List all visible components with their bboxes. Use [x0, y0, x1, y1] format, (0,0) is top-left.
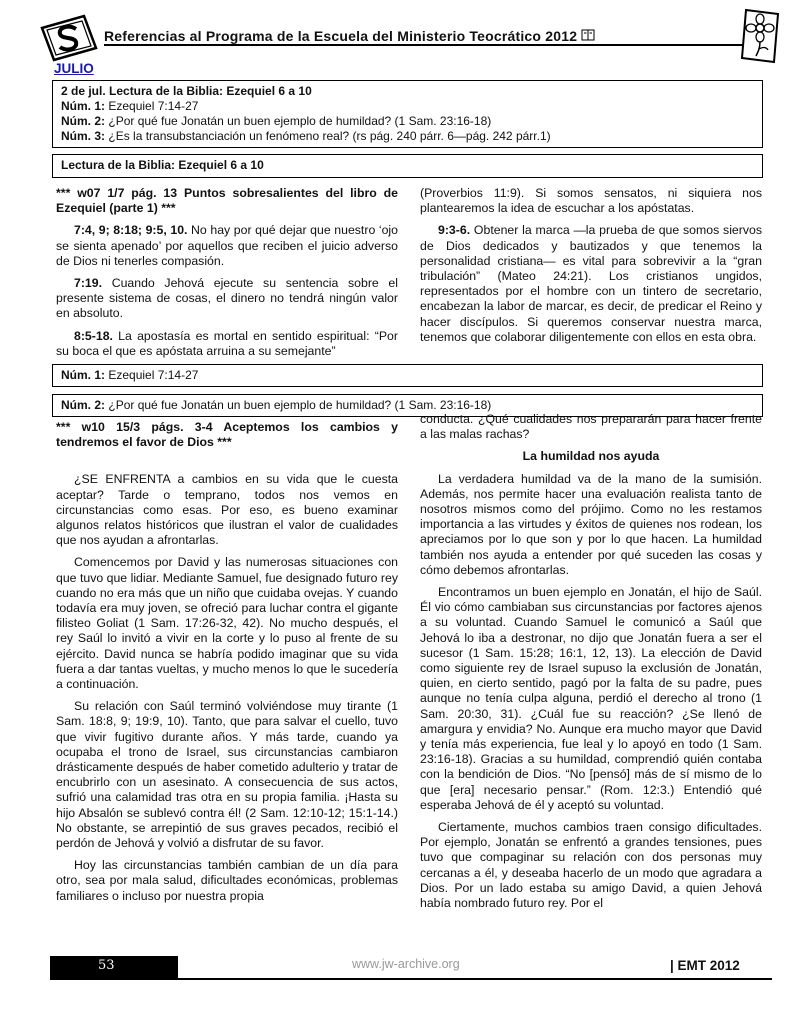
- page-number: 53: [98, 958, 115, 973]
- section-b-paragraph: Ciertamente, muchos cambios traen consigo dificultades. Por ejemplo, Jonatán se enfrentó a grandes tensiones, pues tuvo que compaginar su relación con dos personas muy cercanas a él, y deseaba hacerlo de un modo que agradara a Dios. Por un lado estaba su amigo David, a quien Jehová había nombrado futuro rey. Por el: [420, 820, 762, 911]
- section-b-paragraph: Encontramos un buen ejemplo en Jonatán, el hijo de Saúl. Él vio cómo cambiaban sus circunstancias por factores ajenos a su voluntad. Cuando Samuel le comunicó a Saúl que Jehová lo iba a destronar, no dijo que Jonatán fuera a ser el sucesor (1 Sam. 15:28; 16:1, 12, 13). La elección de David como siguiente rey de Israel supuso la exclusión de Jonatán, quien, en cierto sentido, pagó por la falta de su padre, pues aunque no tenía culpa alguna, perdió el derecho al trono (1 Sam. 20:30, 31). ¿Cuál fue su reacción? ¿Se llenó de amargura y envidia? No. Aunque era mucho mayor que David y tenía más experiencia, fue leal y lo apoyó en todo (1 Sam. 23:16-18). Gracias a su humildad, comprendió quién contaba con la bendición de Dios. “No [pensó] más de sí mismo de lo que [era] necesario pensar.” (Rom. 12:3.) Entendió qué esperaba Jehová de él y aceptó su voluntad.: [420, 585, 762, 812]
- publication-label: | EMT 2012: [670, 958, 740, 973]
- section-b-reference: *** w10 15/3 págs. 3-4 Aceptemos los cambios y tendremos el favor de Dios ***: [56, 420, 398, 450]
- assignment-1-box: Núm. 1: Ezequiel 7:14-27: [52, 364, 763, 387]
- watermark: www.jw-archive.org: [352, 957, 460, 971]
- section-a-right-column: [420, 186, 762, 358]
- assignment-2-box: Núm. 2: ¿Por qué fue Jonatán un buen ejemplo de humildad? (1 Sam. 23:16-18): [52, 394, 763, 417]
- assignment-1: Núm. 1: Ezequiel 7:14-27: [61, 99, 199, 113]
- section-a-paragraph: 7:4, 9; 8:18; 9:5, 10. No hay por qué dejar que nuestro ‘ojo se sienta apenado’ por aquellos que reciben el juicio adverso de Dios ni tenerles compasión.: [56, 223, 398, 268]
- flower-logo-icon: [740, 6, 782, 66]
- section-a-paragraph: 9:3-6. Obtener la marca —la prueba de que somos siervos de Dios dedicados y bautizados y que tenemos la personalidad cristiana— es vital para sobrevivir a la “gran tribulación” (Mateo 24:21). Los cristianos ungidos, representados por el hombre con un tintero de secretario, encabezan la labor de marcar, es decir, de predicar el Reino y hacer discípulos. Si queremos conservar nuestra marca, tenemos que colaborar diligentemente con ellos en esta obra.: [420, 223, 762, 344]
- section-a-paragraph: 8:5-18. La apostasía es mortal en sentido espiritual: “Por su boca el que es apóstata arruina a su semejante”: [56, 328, 398, 358]
- bible-reading-box: Lectura de la Biblia: Ezequiel 6 a 10: [52, 154, 763, 178]
- section-a-paragraph: 7:19. Cuando Jehová ejecute su sentencia sobre el presente sistema de cosas, el dinero no tendrá ningún valor en absoluto.: [56, 276, 398, 321]
- section-b-right-column: [420, 412, 762, 930]
- assignment-2: Núm. 2: ¿Por qué fue Jonatán un buen ejemplo de humildad? (1 Sam. 23:16-18): [61, 114, 492, 128]
- section-a-reference: *** w07 1/7 pág. 13 Puntos sobresalientes del libro de Ezequiel (parte 1) ***: [56, 186, 398, 216]
- header-title: Referencias al Programa de la Escuela del Ministerio Teocrático 2012: [104, 28, 595, 44]
- section-b-paragraph: Comencemos por David y las numerosas situaciones con que tuvo que lidiar. Mediante Samuel, fue designado futuro rey cuando no era más que un niño que cuidaba ovejas. Y cuando todavía era muy joven, se ofreció para luchar contra el gigante filisteo Goliat (1 Sam. 17:26-32, 42). No mucho después, el rey Saúl lo invitó a vivir en la corte y lo puso al frente de su ejército. David nunca se habría podido imaginar que su vida fuera a dar tantas vueltas, y mucho menos lo que le sucedería a continuación.: [56, 555, 398, 692]
- book-icon: [581, 28, 595, 44]
- school-logo-icon: [38, 14, 100, 64]
- section-b-paragraph: ¿SE ENFRENTA a cambios en su vida que le cuesta aceptar? Tarde o temprano, todos nos vemos en circunstancias como esas. Por eso, es bueno examinar algunos relatos históricos que ilustran el valor de cualidades que nos ayudan a afrontarlas.: [56, 472, 398, 548]
- header-rule: [104, 44, 744, 46]
- section-b-left-column: [56, 420, 398, 928]
- section-b-paragraph: Su relación con Saúl terminó volviéndose muy tirante (1 Sam. 18:8, 9; 19:9, 10). Tanto, que para salvar el cuello, tuvo que vivir fugitivo durante años. Y más tarde, cuando ya ocupaba el trono de Israel, sus circunstancias cambiaron drásticamente después de haber cometido adulterio y tratar de encubrirlo con un asesinato. A consecuencia de sus actos, sufrió una calamidad tras otra en su propia familia. ¡Hasta su hijo Absalón se sublevó contra él! (2 Sam. 12:10-12; 15:1-14.) No obstante, se arrepintió de sus graves pecados, recibió el perdón de Jehová y volvió a disfrutar de su favor.: [56, 699, 398, 851]
- schedule-date-line: 2 de jul. Lectura de la Biblia: Ezequiel 6 a 10: [61, 84, 312, 98]
- section-a-left-column: [56, 186, 398, 358]
- assignment-3: Núm. 3: ¿Es la transubstanciación un fenómeno real? (rs pág. 240 párr. 6—pág. 242 párr.1): [61, 129, 551, 143]
- section-b-continuation: conducta. ¿Qué cualidades nos prepararán para hacer frente a las malas rachas?: [420, 412, 762, 442]
- section-b-paragraph: La verdadera humildad va de la mano de la sumisión. Además, nos permite hacer una evaluación realista tanto de nosotros mismos como del prójimo. Como no les restamos importancia a las virtudes y éxitos de quienes nos rodean, los apreciamos por lo que son y por lo que hacen. La humildad también nos ayuda a entender por qué suceden las cosas y cómo debemos afrontarlas.: [420, 471, 762, 577]
- section-b-paragraph: Hoy las circunstancias también cambian de un día para otro, sea por mala salud, dificultades económicas, problemas familiares o incluso por nuestra propia: [56, 858, 398, 903]
- footer-rule: [50, 978, 772, 980]
- schedule-box: [52, 80, 763, 148]
- section-b-subheading: La humildad nos ayuda: [522, 449, 660, 464]
- section-a-continuation: (Proverbios 11:9). Si somos sensatos, ni siquiera nos plantearemos la idea de escuchar a los apóstatas.: [420, 186, 762, 216]
- month-heading[interactable]: JULIO: [54, 61, 94, 76]
